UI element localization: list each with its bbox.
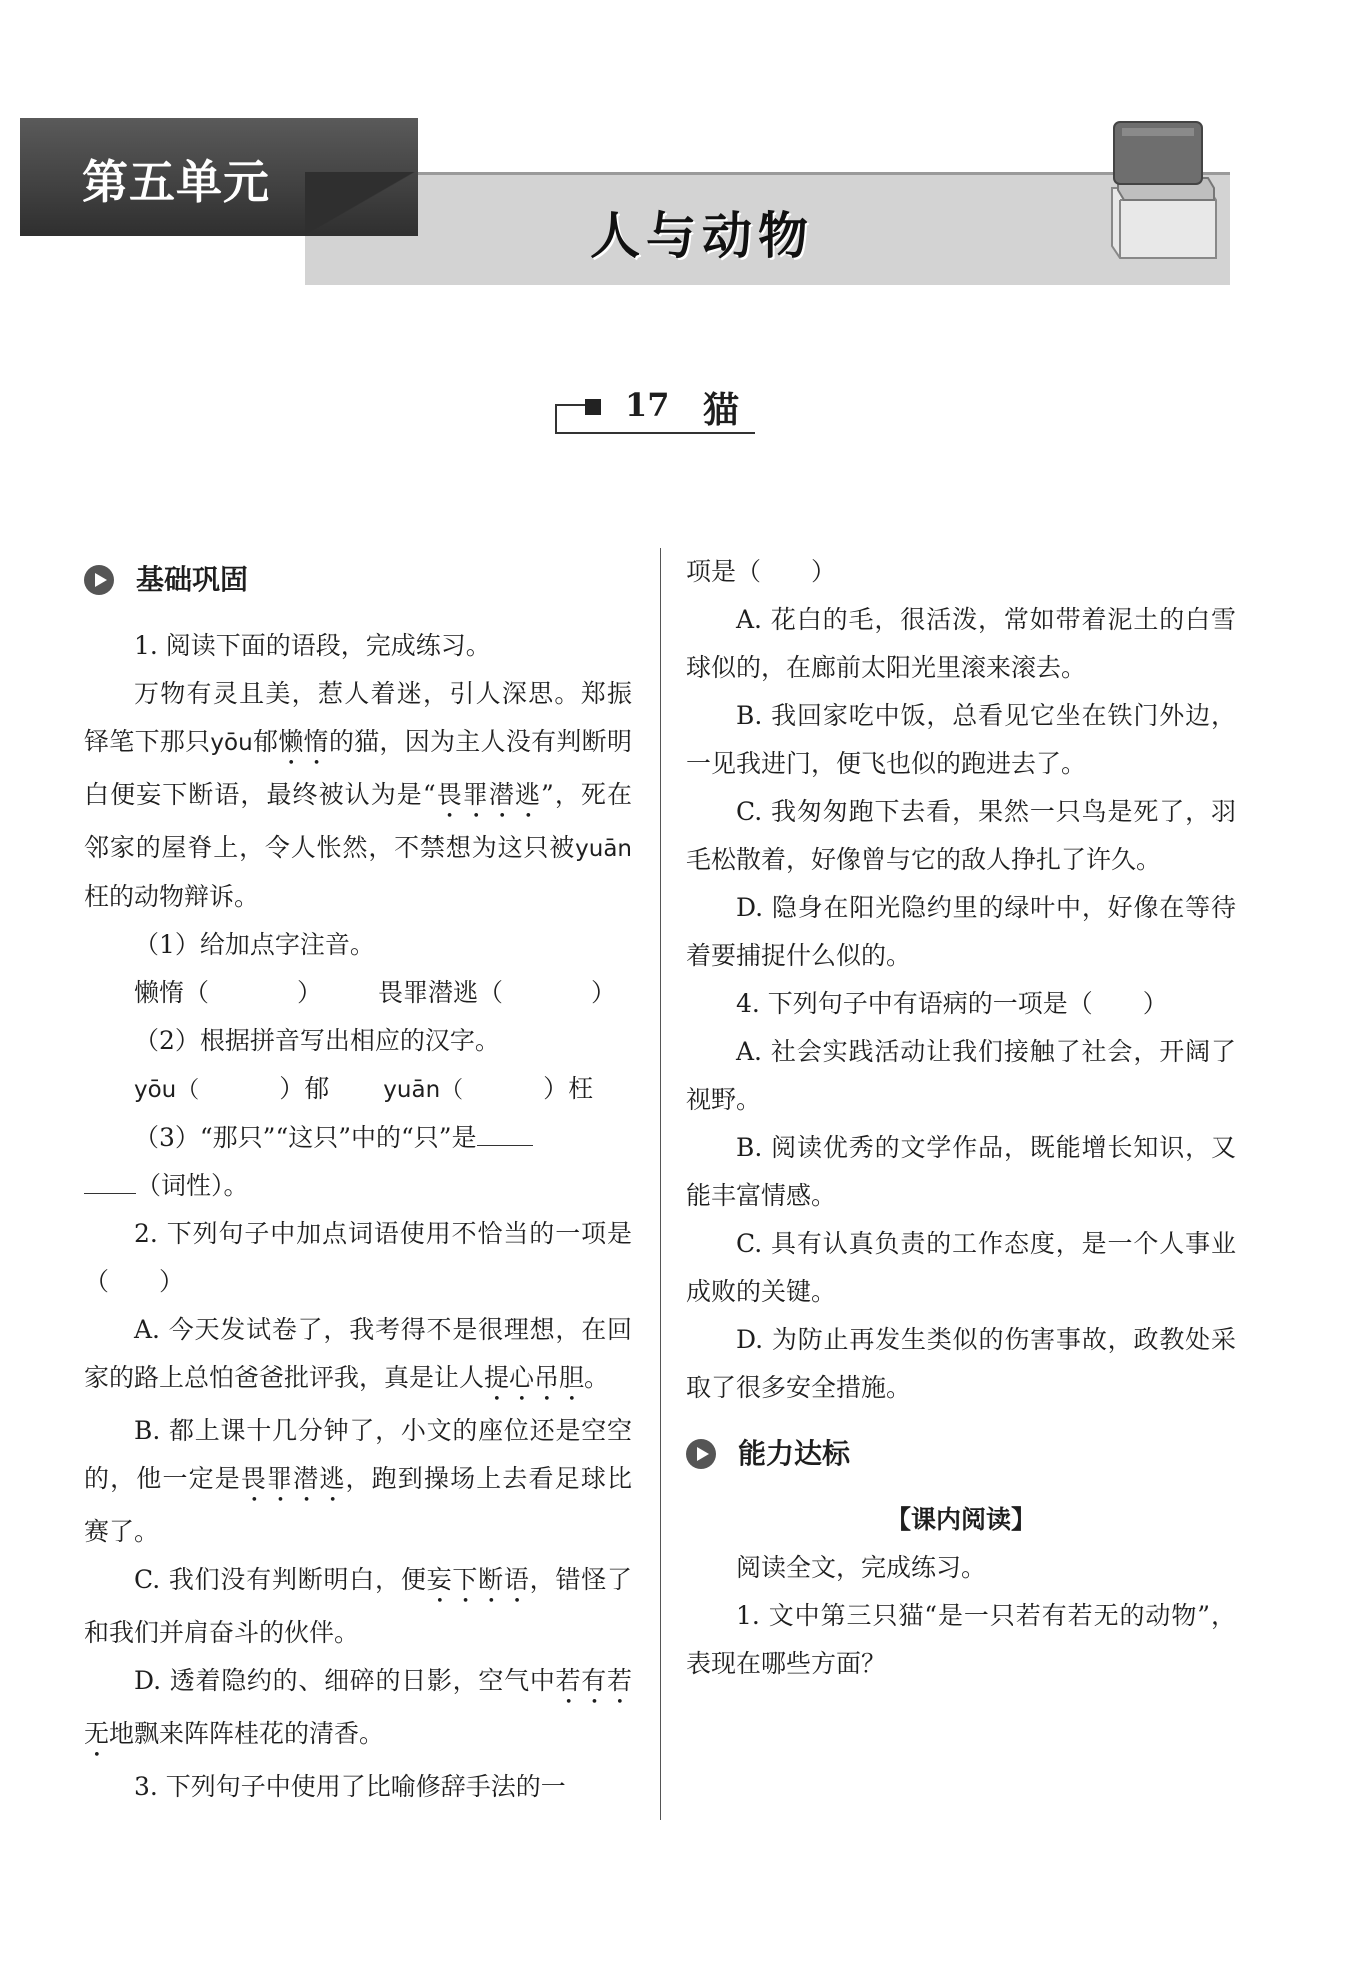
reading-question-1: 1. 文中第三只猫“是一只若有若无的动物”，表现在哪些方面？: [686, 1601, 1236, 1678]
option-text: C. 我们没有判断明白，便: [134, 1565, 427, 1594]
books-icon: [1108, 118, 1220, 268]
question-3-option-a: A. 花白的毛，很活泼，常如带着泥土的白雪球似的，在廊前太阳光里滚来滚去。: [686, 605, 1236, 682]
dotted-word: 妄下断语: [426, 1565, 530, 1594]
question-1-stem: 1. 阅读下面的语段，完成练习。: [134, 631, 491, 660]
dotted-word: 提心吊胆: [484, 1363, 585, 1392]
play-circle-icon: [84, 565, 114, 595]
passage-text: 的猫，因为主人没有判断明白便妄下断语，最终被认为是“: [84, 727, 632, 809]
question-4-option-a: A. 社会实践活动让我们接触了社会，开阔了视野。: [686, 1037, 1236, 1114]
dotted-word: 若有若无: [84, 1666, 632, 1748]
option-text: 地飘来阵阵桂花的清香。: [109, 1719, 385, 1748]
question-3-option-d: D. 隐身在阳光隐约里的绿叶中，好像在等待着要捕捉什么似的。: [686, 893, 1236, 970]
banner-diagonal: [305, 172, 420, 236]
question-2-option-b: [84, 1407, 632, 1556]
question-4-stem: 4. 下列句子中有语病的一项是（ ）: [736, 989, 1168, 1018]
question-1-1: （1）给加点字注音。: [134, 930, 375, 959]
question-2-option-a: [84, 1306, 632, 1407]
title-bracket: [555, 404, 557, 434]
question-1-3-cont: [84, 1162, 632, 1210]
question-4-option-c: C. 具有认真负责的工作态度，是一个人事业成败的关键。: [686, 1229, 1236, 1306]
section-title: 基础巩固: [136, 563, 249, 596]
answer-label: ）: [591, 978, 617, 1007]
reading-label: 【课内阅读】: [885, 1505, 1036, 1534]
answer-label: ）枉: [543, 1074, 594, 1103]
question-2-option-c: [84, 1556, 632, 1657]
question-1-1-answers: [84, 969, 632, 1017]
square-bullet-icon: [585, 399, 601, 415]
lesson-title: [555, 380, 755, 434]
passage-text: 郁: [252, 727, 279, 756]
question-4-option-d: D. 为防止再发生类似的伤害事故，政教处采取了很多安全措施。: [686, 1325, 1236, 1402]
passage-text: ”，死在邻家的屋脊上，令人怅然，不禁想为这只被: [84, 780, 632, 862]
unit-theme-title: 人与动物: [590, 207, 814, 265]
pinyin: yuān: [575, 836, 632, 862]
section-title: 能力达标: [738, 1437, 851, 1470]
option-text: A. 今天发试卷了，我考得不是很理想，在回家的路上总怕爸爸批评我，真是让人: [84, 1315, 632, 1392]
play-circle-icon: [686, 1439, 716, 1469]
option-text: B. 都上课十几分钟了，小文的座位还是空空的，他一定是: [84, 1416, 632, 1493]
question-1-2-answers: [84, 1065, 632, 1114]
answer-label: 畏罪潜逃（: [378, 978, 504, 1007]
dotted-word: 懒惰: [278, 727, 329, 756]
dotted-word: 畏罪潜逃: [240, 1464, 346, 1493]
question-1-3: [84, 1114, 632, 1162]
option-text: D. 透着隐约的、细碎的日影，空气中: [134, 1666, 556, 1695]
section-heading-ability: [686, 1430, 1236, 1478]
answer-label: ）郁: [279, 1074, 330, 1103]
lesson-number: 17: [625, 386, 670, 424]
question-1-passage: [84, 670, 632, 921]
question-3-stem: 3. 下列句子中使用了比喻修辞手法的一: [134, 1772, 566, 1801]
option-text: 。: [584, 1363, 610, 1392]
answer-label: ）: [297, 978, 323, 1007]
right-column: [686, 548, 1236, 1688]
option-text: ，跑到操场上去看足球比赛了。: [84, 1464, 632, 1546]
question-1-2: （2）根据拼音写出相应的汉字。: [134, 1026, 500, 1055]
passage-text: 郑振铎笔下那只: [84, 679, 632, 756]
reading-intro: 阅读全文，完成练习。: [736, 1553, 987, 1582]
passage-text: 万物有灵且美，惹人着迷，引人深思。: [134, 679, 581, 708]
answer-blank[interactable]: [477, 1115, 533, 1146]
pinyin: yōu: [210, 730, 253, 756]
title-bracket-top: [555, 404, 585, 406]
question-2-stem: 2. 下列句子中加点词语使用不恰当的一项是（ ）: [84, 1219, 632, 1296]
option-text: ，错怪了和我们并肩奋斗的伙伴。: [84, 1565, 632, 1647]
question-text: （词性）。: [136, 1171, 249, 1200]
question-text: （3）“那只”“这只”中的“只”是: [134, 1123, 477, 1152]
left-column: [84, 548, 632, 1811]
question-2-option-d: [84, 1657, 632, 1763]
section-heading-basics: [84, 556, 632, 604]
dotted-word: 畏罪潜逃: [435, 780, 541, 809]
unit-label: 第五单元: [82, 155, 270, 209]
lesson-name: 猫: [703, 389, 740, 431]
column-divider: [660, 548, 661, 1820]
answer-label: 懒惰（: [134, 978, 210, 1007]
question-3-stem-cont: 项是（ ）: [686, 557, 837, 586]
question-4-option-b: B. 阅读优秀的文学作品，既能增长知识，又能丰富情感。: [686, 1133, 1236, 1210]
question-3-option-b: B. 我回家吃中饭，总看见它坐在铁门外边，一见我进门，便飞也似的跑进去了。: [686, 701, 1236, 778]
answer-blank[interactable]: [84, 1163, 136, 1194]
answer-label: yuān（: [383, 1077, 464, 1103]
answer-label: yōu（: [134, 1077, 200, 1103]
passage-text: 枉的动物辩诉。: [84, 882, 260, 911]
question-3-option-c: C. 我匆匆跑下去看，果然一只鸟是死了，羽毛松散着，好像曾与它的敌人挣扎了许久。: [686, 797, 1236, 874]
